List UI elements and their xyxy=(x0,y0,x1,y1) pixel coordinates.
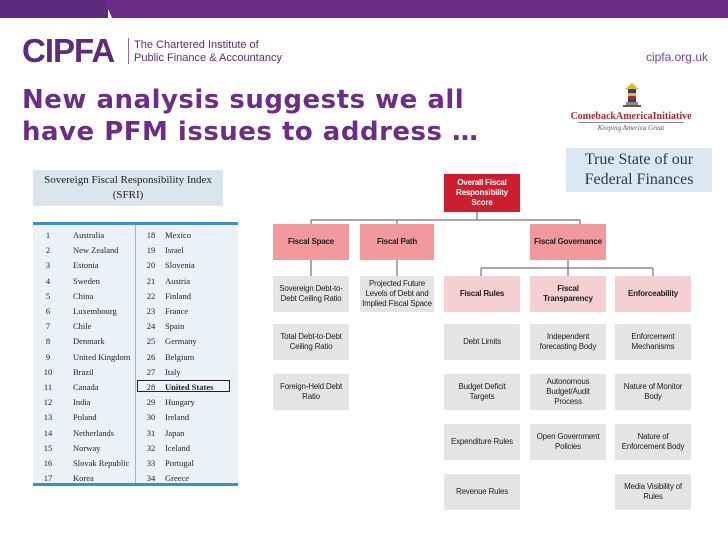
rank-cell: 19 xyxy=(146,245,156,256)
rank-cell: 5 xyxy=(45,290,51,301)
country-cell: Japan xyxy=(165,427,185,438)
rank-cell: 27 xyxy=(146,366,156,377)
country-cell: Australia xyxy=(73,230,105,240)
enforcement-body-box: Nature of Enforcement Body xyxy=(615,424,691,460)
fiscal-space-box: Fiscal Space xyxy=(273,224,349,260)
rank-cell: 32 xyxy=(146,442,156,453)
country-cell: Italy xyxy=(165,366,181,377)
country-cell: Estonia xyxy=(73,260,99,271)
country-cell: Ireland xyxy=(165,412,190,423)
slide-title-line1: New analysis suggests we all xyxy=(22,85,465,115)
logo-subtitle-line2: Public Finance & Accountancy xyxy=(134,52,282,64)
country-cell: Denmark xyxy=(73,336,105,347)
rank-cell: 16 xyxy=(43,458,53,468)
country-cell: Sweden xyxy=(73,275,100,286)
country-cell: Slovak Republic xyxy=(73,458,130,468)
rank-cell: 30 xyxy=(146,412,156,423)
country-cell: Spain xyxy=(165,321,185,332)
rank-cell: 18 xyxy=(146,230,156,240)
rank-cell: 1 xyxy=(45,230,51,240)
country-cell: France xyxy=(165,306,189,316)
rank-cell: 13 xyxy=(43,412,53,423)
revenue-rules-box: Revenue Rules xyxy=(444,474,520,510)
enforcement-mechanisms-box: Enforcement Mechanisms xyxy=(615,324,691,360)
rank-cell: 34 xyxy=(146,473,156,484)
country-cell: United States xyxy=(165,382,214,392)
country-cell: Poland xyxy=(73,412,97,423)
country-cell: New Zealand xyxy=(73,245,119,256)
rank-cell: 3 xyxy=(45,260,51,271)
country-cell: United Kingdom xyxy=(73,351,131,362)
true-state-line1: True State of our xyxy=(584,151,694,168)
country-cell: Luxembourg xyxy=(73,306,117,316)
sfri-title-line1: Sovereign Fiscal Responsibility Index xyxy=(44,174,212,186)
total-debt-ceiling-box: Total Debt-to-Debt Ceiling Ratio xyxy=(273,324,349,360)
country-cell: Austria xyxy=(165,275,191,286)
country-cell: Brazil xyxy=(73,366,94,377)
rank-cell: 23 xyxy=(146,306,156,316)
comeback-name-part1: Comeback xyxy=(570,111,616,122)
logo-subtitle-line1: The Chartered Institute of xyxy=(134,39,259,51)
true-state-line2: Federal Finances xyxy=(584,171,694,188)
rank-cell: 8 xyxy=(45,336,51,347)
rank-cell: 10 xyxy=(43,366,53,377)
fiscal-path-box: Fiscal Path xyxy=(360,224,434,260)
debt-limits-box: Debt Limits xyxy=(444,324,520,360)
country-cell: Iceland xyxy=(165,442,191,453)
country-cell: Israel xyxy=(165,245,184,256)
rank-cell: 9 xyxy=(45,351,51,362)
rank-cell: 29 xyxy=(146,397,156,408)
independent-forecasting-box: Independent forecasting Body xyxy=(530,324,606,360)
rank-cell: 6 xyxy=(45,306,51,316)
projected-debt-levels-box: Projected Future Levels of Debt and Implied Fiscal Space xyxy=(360,276,434,312)
enforceability-box: Enforceability xyxy=(615,276,691,312)
country-cell: Canada xyxy=(73,382,99,392)
rank-cell: 17 xyxy=(43,473,53,484)
country-cell: Greece xyxy=(165,473,190,484)
rank-cell: 2 xyxy=(45,245,51,256)
rank-cell: 25 xyxy=(146,336,156,347)
site-url: cipfa.org.uk xyxy=(645,50,708,64)
country-cell: Mexico xyxy=(165,230,191,240)
country-cell: Slovenia xyxy=(165,260,195,271)
rank-cell: 26 xyxy=(146,351,156,362)
comeback-name-part2: AmericaInitiative xyxy=(616,111,692,122)
monitor-body-box: Nature of Monitor Body xyxy=(615,374,691,410)
country-cell: Netherlands xyxy=(73,427,115,438)
rank-cell: 11 xyxy=(43,382,53,392)
rank-cell: 22 xyxy=(146,290,156,301)
rank-cell: 15 xyxy=(43,442,53,453)
rank-cell: 24 xyxy=(146,321,156,332)
fiscal-rules-box: Fiscal Rules xyxy=(444,276,520,312)
expenditure-rules-box: Expenditure Rules xyxy=(444,424,520,460)
country-cell: Chile xyxy=(73,321,92,332)
country-cell: Finland xyxy=(165,290,191,301)
sfri-title-line2: (SFRI) xyxy=(112,189,144,201)
open-government-box: Open Government Policies xyxy=(530,424,606,460)
comeback-tagline: Keeping America Great xyxy=(597,124,665,132)
foreign-held-debt-box: Foreign-Held Debt Ratio xyxy=(273,374,349,410)
country-cell: Hungary xyxy=(165,397,195,408)
country-cell: Norway xyxy=(73,442,101,453)
country-cell: Portugal xyxy=(165,458,194,468)
overall-score-box: Overall Fiscal Responsibility Score xyxy=(444,174,520,212)
rank-cell: 14 xyxy=(43,427,53,438)
country-cell: Belgium xyxy=(165,351,195,362)
rank-cell: 31 xyxy=(146,427,156,438)
fiscal-governance-box: Fiscal Governance xyxy=(530,224,606,260)
country-cell: China xyxy=(73,290,94,301)
media-visibility-box: Media Visibility of Rules xyxy=(615,474,691,510)
country-cell: India xyxy=(73,397,91,408)
budget-deficit-targets-box: Budget Deficit Targets xyxy=(444,374,520,410)
fiscal-transparency-box: Fiscal Transparency xyxy=(530,276,606,312)
autonomous-budget-audit-box: Autonomous Budget/Audit Process xyxy=(530,374,606,410)
slide-title-line2: have PFM issues to address … xyxy=(22,117,479,147)
rank-cell: 7 xyxy=(45,321,51,332)
rank-cell: 12 xyxy=(43,397,53,408)
rank-cell: 33 xyxy=(146,458,156,468)
rank-cell: 4 xyxy=(45,275,51,286)
country-cell: Korea xyxy=(73,473,94,484)
rank-cell: 20 xyxy=(146,260,156,271)
cipfa-logo: CIPFA xyxy=(22,32,115,69)
rank-cell: 21 xyxy=(146,275,156,286)
country-cell: Germany xyxy=(165,336,197,347)
sovereign-debt-ceiling-box: Sovereign Debt-to-Debt Ceiling Ratio xyxy=(273,276,349,312)
rank-cell: 28 xyxy=(146,382,156,392)
